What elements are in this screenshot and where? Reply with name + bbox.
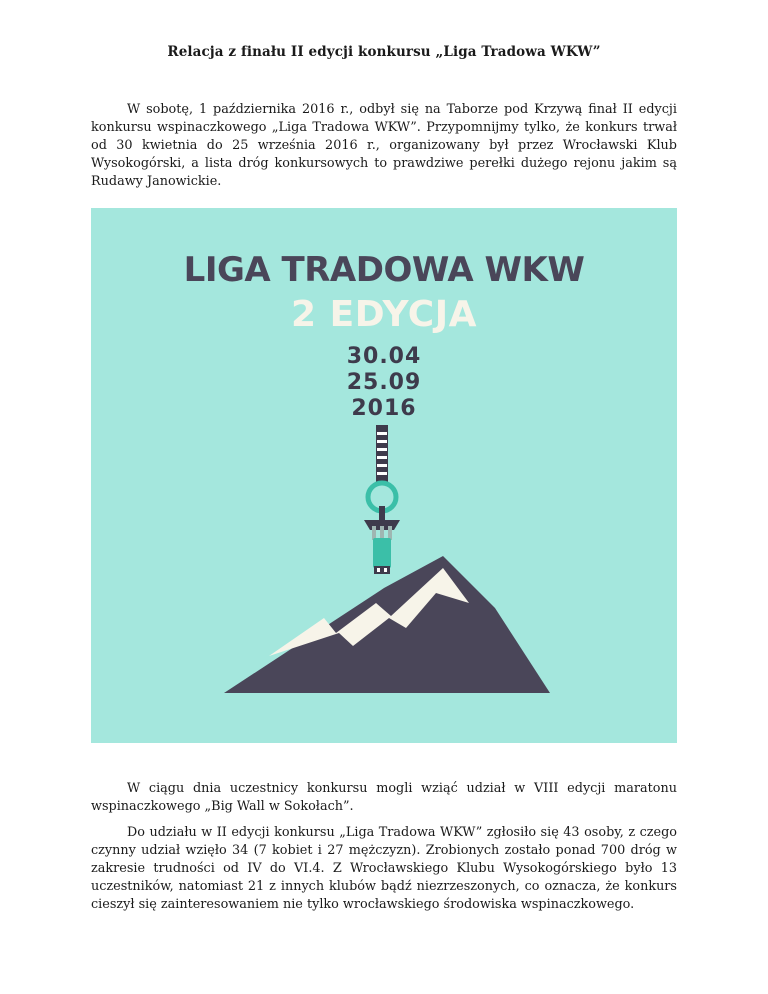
mountain-icon [224,556,550,693]
event-poster [91,208,677,743]
paragraph-statistics: Do udziału w II edycji konkursu „Liga Tradowa WKW” zgłosiło się 43 osoby, z czego czynny udział wzięło 34 (7 kobiet i 27 mężczyzn). Zrobionych zostało ponad 700 dróg w zakresie trudności od IV do VI.4. Z Wrocławskiego Klubu Wysokogórskiego było 13 uczestników, natomiast 21 z innych klubów bądź niezrzeszonych, co oznacza, że konkurs cieszył się zainteresowaniem nie tylko wrocławskiego środowiska wspinaczkowego. [91,825,677,912]
paragraph-intro: W sobotę, 1 października 2016 r., odbył się na Taborze pod Krzywą finał II edycji konkursu wspinaczkowego „Liga Tradowa WKW”. Przypomnijmy tylko, że konkurs trwał od 30 kwietnia do 25 września 2016 r., organizowany był przez Wrocławski Klub Wysokogórski, a lista dróg konkursowych to prawdziwe perełki dużego rejonu jakim są Rudawy Janowickie. [91,102,677,189]
poster-title: LIGA TRADOWA WKW [183,250,585,290]
poster-date-start: 30.04 [346,344,422,369]
climbing-cam-icon [364,425,400,574]
paragraph-big-wall: W ciągu dnia uczestnicy konkursu mogli wziąć udział w VIII edycji maratonu wspinaczkowego „Big Wall w Sokołach”. [91,781,677,814]
poster-edition: 2 EDYCJA [291,294,477,335]
poster-date-year: 2016 [351,396,417,421]
document-title: Relacja z finału II edycji konkursu „Liga Tradowa WKW” [167,44,601,60]
poster-date-end: 25.09 [346,370,422,395]
